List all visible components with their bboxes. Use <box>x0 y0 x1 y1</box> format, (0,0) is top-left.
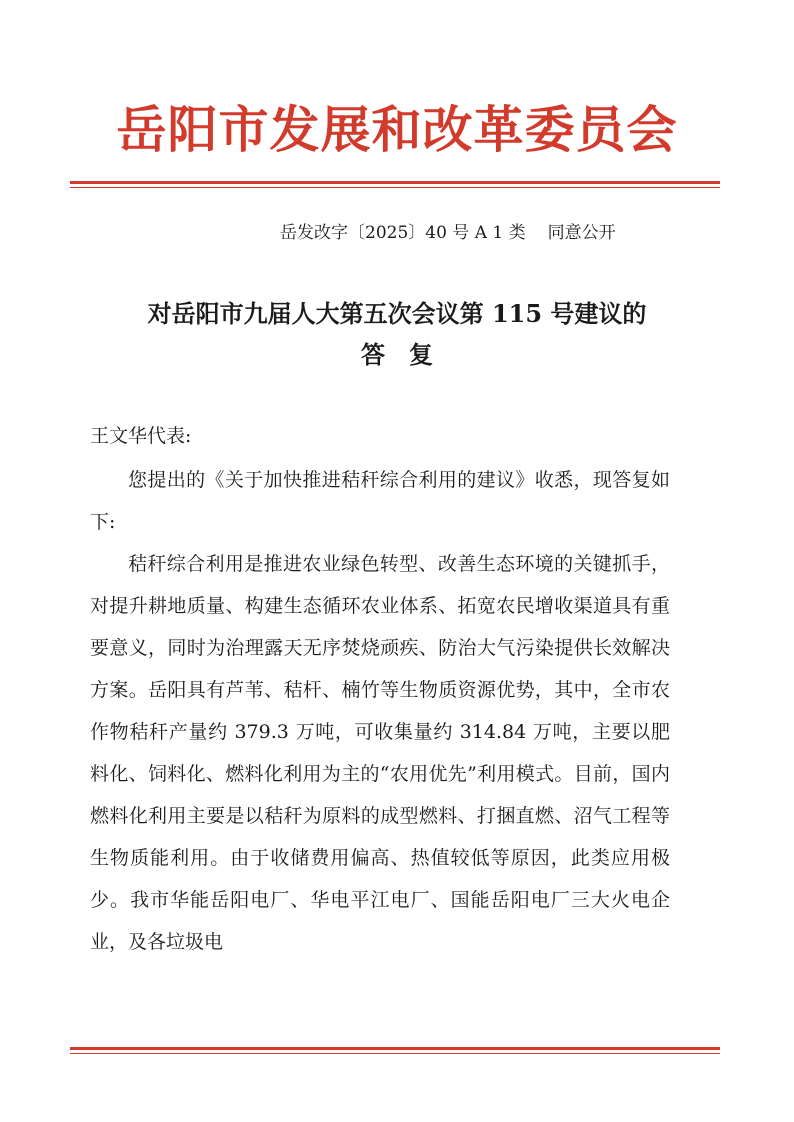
header-rule-thin <box>70 187 720 188</box>
footer-rule-thin <box>70 1053 720 1054</box>
footer-rule-thick <box>70 1047 720 1050</box>
salutation: 王文华代表: <box>90 425 192 447</box>
document-number-line <box>280 218 616 248</box>
document-title-line-1: 对岳阳市九届人大第五次会议第 115 号建议的 <box>147 299 647 328</box>
document-number: 岳发改字〔2025〕40 号 A 1 类 <box>280 223 526 243</box>
document-title-line-2: 答 复 <box>361 340 433 369</box>
body-paragraph: 您提出的《关于加快推进秸秆综合利用的建议》收悉，现答复如下: <box>90 469 670 533</box>
agency-name: 岳阳市发展和改革委员会 <box>116 100 678 159</box>
agency-letterhead <box>0 98 794 162</box>
body-paragraph: 秸秆综合利用是推进农业绿色转型、改善生态环境的关键抓手，对提升耕地质量、构建生态循环农业体系、拓宽农民增收渠道具有重要意义，同时为治理露天无序焚烧顽疾、防治大气污染提供长效解决方案。岳阳具有芦苇、秸杆、楠竹等生物质资源优势，其中，全市农作物秸秆产量约 379.3 万吨，可收集量约 314.84 万吨，主要以肥料化、饲料化、燃料化利用为主的“农用优先”利用模式。目前，国内燃料化利用主要是以秸秆为原料的成型燃料、打捆直燃、沼气工程等生物质能利用。由于收储费用偏高、热值较低等原因，此类应用极少。我市华能岳阳电厂、华电平江电厂、国能岳阳电厂三大火电企业，及各垃圾电 <box>90 553 670 953</box>
disclosure-status: 同意公开 <box>547 223 616 243</box>
header-rule-thick <box>70 181 720 184</box>
letter-body <box>90 459 670 963</box>
